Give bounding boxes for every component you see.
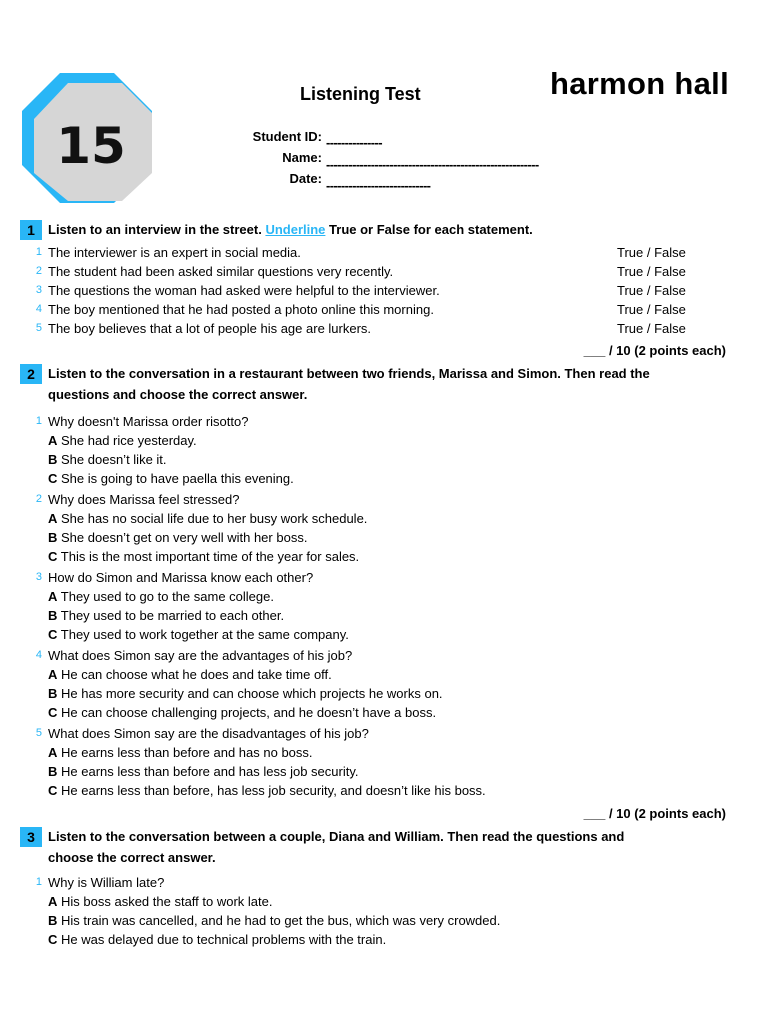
page-title: Listening Test: [300, 84, 421, 104]
statement-text: The boy mentioned that he had posted a photo online this morning.: [48, 302, 434, 317]
answer-option-b[interactable]: [48, 686, 443, 701]
option-letter: B: [48, 530, 58, 545]
statement-text: The boy believes that a lot of people his age are lurkers.: [48, 321, 372, 336]
option-letter: C: [48, 471, 58, 486]
question-text: What does Simon say are the advantages of his job?: [48, 648, 353, 663]
question-number: 2: [35, 265, 42, 277]
statement-text: The interviewer is an expert in social media.: [48, 245, 301, 260]
section-1-number: 1: [20, 220, 42, 240]
section-2-instruction-line-1: Listen to the conversation in a restaurant between two friends, Marissa and Simon. Then read the: [48, 366, 650, 381]
option-text: This is the most important time of the year for sales.: [60, 549, 360, 564]
option-letter: B: [48, 913, 58, 928]
date-field[interactable]: ----------------------------: [326, 178, 431, 193]
option-letter: A: [48, 745, 58, 760]
true-false-choice[interactable]: True / False: [617, 245, 686, 260]
answer-option-b[interactable]: [48, 608, 284, 623]
option-letter: A: [48, 589, 58, 604]
option-letter: C: [48, 705, 58, 720]
question-number: 1: [35, 876, 42, 888]
option-text: They used to work together at the same company.: [60, 627, 349, 642]
question-number: 1: [35, 246, 42, 258]
option-text: He was delayed due to technical problems with the train.: [61, 932, 387, 947]
section-2-score[interactable]: ___ / 10 (2 points each): [583, 806, 726, 821]
instruction-text: True or False for each statement.: [329, 222, 533, 237]
harmon-hall-logo: harmon hall: [550, 66, 729, 101]
statement-text: The questions the woman had asked were helpful to the interviewer.: [48, 283, 440, 298]
statement-text: The student had been asked similar questions very recently.: [48, 264, 394, 279]
student-id-field[interactable]: ---------------: [326, 135, 382, 150]
option-text: He earns less than before and has no boss.: [61, 745, 313, 760]
answer-option-c[interactable]: [48, 932, 386, 947]
answer-option-c[interactable]: [48, 627, 349, 642]
section-1-score[interactable]: ___ / 10 (2 points each): [583, 343, 726, 358]
answer-option-b[interactable]: [48, 530, 307, 545]
test-number-badge: [22, 73, 152, 203]
option-text: She is going to have paella this evening.: [61, 471, 294, 486]
question-text: Why doesn't Marissa order risotto?: [48, 414, 249, 429]
answer-option-a[interactable]: [48, 511, 367, 526]
true-false-choice[interactable]: True / False: [617, 321, 686, 336]
question-number: 2: [35, 493, 42, 505]
option-letter: C: [48, 783, 58, 798]
option-text: She doesn’t get on very well with her boss.: [61, 530, 308, 545]
option-letter: B: [48, 452, 58, 467]
option-letter: A: [48, 433, 58, 448]
true-false-choice[interactable]: True / False: [617, 283, 686, 298]
answer-option-a[interactable]: [48, 894, 273, 909]
name-field[interactable]: ---------------------------------------------------------: [326, 157, 539, 172]
section-3-instruction-line-1: Listen to the conversation between a couple, Diana and William. Then read the questions and: [48, 829, 625, 844]
answer-option-c[interactable]: [48, 783, 486, 798]
true-false-choice[interactable]: True / False: [617, 302, 686, 317]
name-label: Name:: [282, 150, 322, 165]
option-letter: B: [48, 608, 58, 623]
answer-option-c[interactable]: [48, 705, 436, 720]
underline-keyword: Underline: [265, 222, 326, 237]
option-text: He can choose challenging projects, and he doesn’t have a boss.: [61, 705, 437, 720]
option-letter: B: [48, 686, 58, 701]
option-letter: B: [48, 764, 58, 779]
test-number: 15: [56, 117, 126, 175]
option-text: She doesn’t like it.: [61, 452, 167, 467]
option-letter: A: [48, 894, 58, 909]
answer-option-b[interactable]: [48, 764, 359, 779]
answer-option-c[interactable]: [48, 471, 294, 486]
option-text: He has more security and can choose which projects he works on.: [61, 686, 443, 701]
question-number: 3: [35, 571, 42, 583]
answer-option-a[interactable]: [48, 589, 274, 604]
student-id-label: Student ID:: [252, 129, 322, 144]
option-text: His train was cancelled, and he had to get the bus, which was very crowded.: [61, 913, 501, 928]
question-text: Why does Marissa feel stressed?: [48, 492, 240, 507]
question-text: What does Simon say are the disadvantages of his job?: [48, 726, 369, 741]
option-text: They used to go to the same college.: [60, 589, 274, 604]
question-number: 5: [35, 727, 42, 739]
true-false-choice[interactable]: True / False: [617, 264, 686, 279]
question-text: How do Simon and Marissa know each other?: [48, 570, 314, 585]
option-text: He earns less than before and has less job security.: [61, 764, 359, 779]
option-letter: C: [48, 627, 58, 642]
option-text: They used to be married to each other.: [60, 608, 285, 623]
option-letter: A: [48, 667, 58, 682]
answer-option-b[interactable]: [48, 913, 500, 928]
option-text: He earns less than before, has less job security, and doesn’t like his boss.: [61, 783, 486, 798]
option-text: She had rice yesterday.: [61, 433, 197, 448]
question-number: 4: [35, 303, 42, 315]
instruction-text: Listen to an interview in the street.: [48, 222, 262, 237]
section-2-instruction-line-2: questions and choose the correct answer.: [48, 387, 308, 402]
option-text: She has no social life due to her busy work schedule.: [61, 511, 368, 526]
answer-option-a[interactable]: [48, 433, 197, 448]
option-letter: C: [48, 932, 58, 947]
date-label: Date:: [289, 171, 322, 186]
question-number: 3: [35, 284, 42, 296]
section-2-number: 2: [20, 364, 42, 384]
section-3-instruction-line-2: choose the correct answer.: [48, 850, 216, 865]
answer-option-a[interactable]: [48, 667, 332, 682]
section-3-number: 3: [20, 827, 42, 847]
option-letter: C: [48, 549, 58, 564]
question-number: 4: [35, 649, 42, 661]
answer-option-b[interactable]: [48, 452, 167, 467]
question-number: 5: [35, 322, 42, 334]
question-text: Why is William late?: [48, 875, 165, 890]
option-letter: A: [48, 511, 58, 526]
option-text: His boss asked the staff to work late.: [61, 894, 273, 909]
answer-option-a[interactable]: [48, 745, 313, 760]
question-number: 1: [35, 415, 42, 427]
section-1-instruction: [48, 219, 533, 241]
option-text: He can choose what he does and take time off.: [61, 667, 332, 682]
answer-option-c[interactable]: [48, 549, 359, 564]
